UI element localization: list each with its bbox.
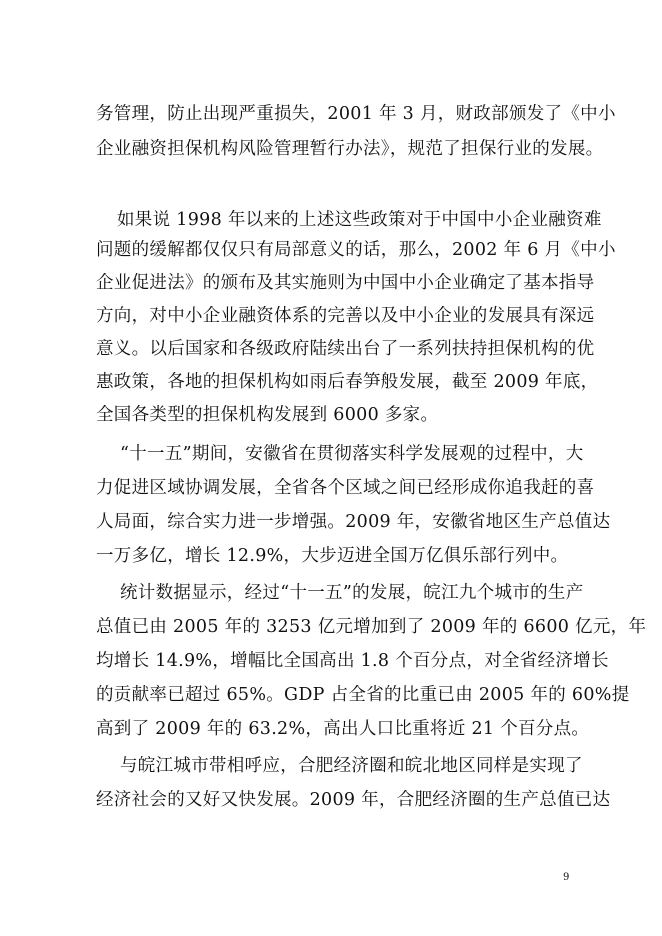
text-line: 企业促进法》的颁布及其实施则为中国中小企业确定了基本指导 (96, 273, 595, 293)
text-line: 的贡献率已超过 65%。GDP 占全省的比重已由 2005 年的 60%提 (96, 685, 630, 705)
text-line: 人局面，综合实力进一步增强。2009 年，安徽省地区生产总值达 (96, 512, 611, 532)
text-line: 全国各类型的担保机构发展到 6000 多家。 (96, 405, 439, 425)
text-line: 惠政策，各地的担保机构如雨后春笋般发展，截至 2009 年底， (96, 372, 599, 392)
paragraph-first-line: 统计数据显示，经过“十一五”的发展，皖江九个城市的生产 (120, 583, 584, 603)
page-number: 9 (563, 872, 570, 883)
paragraph-first-line: “十一五”期间，安徽省在贯彻落实科学发展观的过程中，大 (120, 444, 584, 464)
text-line: 方向，对中小企业融资体系的完善以及中小企业的发展具有深远 (96, 306, 595, 326)
text-line: 一万多亿，增长 12.9%，大步迈进全国万亿俱乐部行列中。 (96, 546, 569, 566)
text-line: 总值已由 2005 年的 3253 亿元增加到了 2009 年的 6600 亿元，年 (96, 617, 647, 637)
text-line: 务管理，防止出现严重损失，2001 年 3 月，财政部颁发了《中小 (96, 104, 616, 124)
text-line: 高到了 2009 年的 63.2%，高出人口比重将近 21 个百分点。 (96, 719, 590, 739)
text-line: 问题的缓解都仅仅只有局部意义的话，那么，2002 年 6 月《中小 (96, 240, 616, 260)
paragraph-first-line: 与皖江城市带相呼应，合肥经济圈和皖北地区同样是实现了 (120, 756, 583, 776)
text-line: 意义。以后国家和各级政府陆续出台了一系列扶持担保机构的优 (96, 339, 595, 359)
paragraph-first-line: 如果说 1998 年以来的上述这些政策对于中国中小企业融资难 (117, 210, 602, 230)
text-line: 力促进区域协调发展，全省各个区域之间已经形成你追我赶的喜 (96, 478, 595, 498)
text-line: 经济社会的又好又快发展。2009 年，合肥经济圈的生产总值已达 (96, 790, 611, 810)
text-line: 企业融资担保机构风险管理暂行办法》，规范了担保行业的发展。 (96, 139, 604, 159)
text-line: 均增长 14.9%，增幅比全国高出 1.8 个百分点，对全省经济增长 (96, 651, 609, 671)
